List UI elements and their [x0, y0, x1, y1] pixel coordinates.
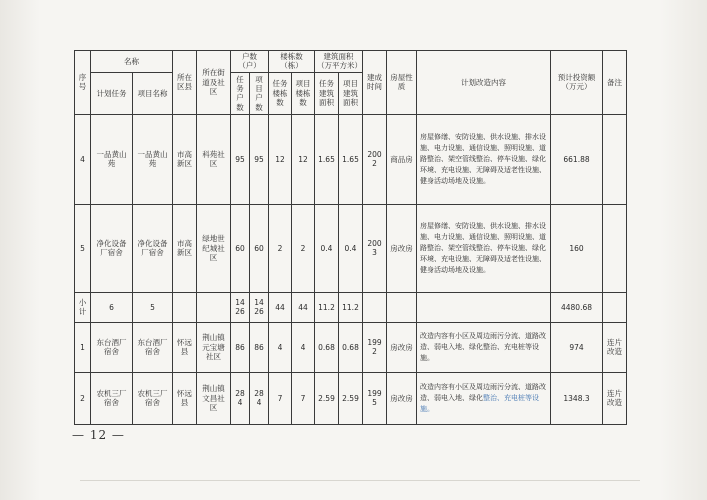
subtotal-project-area: 11.2 [339, 292, 363, 322]
header-project-name: 项目名称 [133, 72, 173, 114]
cell-task-households: 284 [231, 372, 250, 424]
header-task-area: 任务建筑面积 [315, 72, 339, 114]
cell-built-time: 1995 [363, 372, 387, 424]
subtotal-project-name: 5 [133, 292, 173, 322]
header-project-buildings: 项目楼栋数 [292, 72, 315, 114]
cell-investment: 661.88 [551, 114, 603, 204]
cell-project-households: 60 [250, 204, 269, 292]
cell-investment: 160 [551, 204, 603, 292]
cell-project-name: 一品黄山苑 [133, 114, 173, 204]
subtotal-label: 小计 [75, 292, 91, 322]
header-house-type: 房屋性质 [387, 51, 417, 115]
header-buildings-group: 楼栋数（栋） [269, 51, 315, 73]
header-built-time: 建成时间 [363, 51, 387, 115]
cell-content: 房屋修缮、安防设施、供水设施、排水设施、电力设施、通信设施、照明设施、道路整治、架空管线整治、停车设施、绿化环境、充电设施、无障碍及适老性设施、健身活动场地及设施。 [417, 204, 551, 292]
cell-task-area: 0.68 [315, 322, 339, 372]
cell-task-buildings: 7 [269, 372, 292, 424]
cell-remark: 连片改造 [603, 322, 627, 372]
cell-district: 怀远县 [173, 322, 197, 372]
cell-project-area: 2.59 [339, 372, 363, 424]
subtotal-empty [603, 292, 627, 322]
cell-street: 科苑社区 [197, 114, 231, 204]
header-name-group: 名称 [91, 51, 173, 73]
cell-project-name: 东台酒厂宿舍 [133, 322, 173, 372]
subtotal-task-area: 11.2 [315, 292, 339, 322]
cell-task-area: 0.4 [315, 204, 339, 292]
subtotal-task-households: 1426 [231, 292, 250, 322]
header-project-area: 项目建筑面积 [339, 72, 363, 114]
cell-street: 绿地世纪城社区 [197, 204, 231, 292]
page-bottom-rule [80, 480, 640, 481]
table-row [75, 322, 627, 372]
cell-project-name: 农机三厂宿舍 [133, 372, 173, 424]
page-number: — 12 — [72, 428, 125, 442]
cell-project-name: 净化设备厂宿舍 [133, 204, 173, 292]
cell-built-time: 1992 [363, 322, 387, 372]
table-row [75, 114, 627, 204]
content-text: 改造内容有小区及周边雨污分流、道路改造、弱电入地、绿化 [420, 382, 546, 402]
subtotal-project-households: 1426 [250, 292, 269, 322]
cell-seq: 2 [75, 372, 91, 424]
cell-remark [603, 204, 627, 292]
cell-task-buildings: 12 [269, 114, 292, 204]
header-street: 所在街道及社区 [197, 51, 231, 115]
cell-plan-task: 一品黄山苑 [91, 114, 133, 204]
cell-investment: 974 [551, 322, 603, 372]
cell-district: 怀远县 [173, 372, 197, 424]
cell-task-households: 60 [231, 204, 250, 292]
cell-investment: 1348.3 [551, 372, 603, 424]
header-area-group: 建筑面积（万平方米） [315, 51, 363, 73]
cell-task-area: 2.59 [315, 372, 339, 424]
cell-built-time: 2003 [363, 204, 387, 292]
cell-project-households: 86 [250, 322, 269, 372]
subtotal-empty [197, 292, 231, 322]
table-row [75, 204, 627, 292]
cell-project-buildings: 2 [292, 204, 315, 292]
header-task-buildings: 任务楼栋数 [269, 72, 292, 114]
cell-content: 改造内容有小区及周边雨污分流、道路改造、弱电入地、绿化整治、充电桩等设施。 [417, 322, 551, 372]
header-task-households: 任务户数 [231, 72, 250, 114]
header-investment: 预计投资额（万元） [551, 51, 603, 115]
subtotal-plan-task: 6 [91, 292, 133, 322]
header-seq: 序号 [75, 51, 91, 115]
subtotal-empty [387, 292, 417, 322]
header-households-group: 户数（户） [231, 51, 269, 73]
header-remark: 备注 [603, 51, 627, 115]
cell-seq: 1 [75, 322, 91, 372]
header-plan-task: 计划任务 [91, 72, 133, 114]
cell-house-type: 房改房 [387, 322, 417, 372]
cell-task-buildings: 4 [269, 322, 292, 372]
cell-plan-task: 农机三厂宿舍 [91, 372, 133, 424]
cell-house-type: 商品房 [387, 114, 417, 204]
cell-project-buildings: 7 [292, 372, 315, 424]
cell-plan-task: 东台酒厂宿舍 [91, 322, 133, 372]
cell-task-households: 95 [231, 114, 250, 204]
cell-house-type: 房改房 [387, 204, 417, 292]
cell-project-buildings: 4 [292, 322, 315, 372]
cell-project-households: 284 [250, 372, 269, 424]
cell-task-area: 1.65 [315, 114, 339, 204]
cell-project-households: 95 [250, 114, 269, 204]
cell-district: 市高新区 [173, 204, 197, 292]
cell-house-type: 房改房 [387, 372, 417, 424]
subtotal-investment: 4480.68 [551, 292, 603, 322]
table-row [75, 372, 627, 424]
cell-task-buildings: 2 [269, 204, 292, 292]
cell-seq: 4 [75, 114, 91, 204]
cell-district: 市高新区 [173, 114, 197, 204]
cell-remark: 连片改造 [603, 372, 627, 424]
cell-seq: 5 [75, 204, 91, 292]
subtotal-empty [363, 292, 387, 322]
cell-project-area: 0.68 [339, 322, 363, 372]
subtotal-project-buildings: 44 [292, 292, 315, 322]
cell-project-area: 0.4 [339, 204, 363, 292]
cell-plan-task: 净化设备厂宿舍 [91, 204, 133, 292]
subtotal-empty [417, 292, 551, 322]
subtotal-empty [173, 292, 197, 322]
cell-task-households: 86 [231, 322, 250, 372]
cell-remark [603, 114, 627, 204]
renovation-plan-table [74, 50, 627, 425]
header-project-households: 项目户数 [250, 72, 269, 114]
cell-street: 荆山镇元宝塘社区 [197, 322, 231, 372]
cell-content [417, 372, 551, 424]
content-highlight: 整治、充电桩等设施。 [420, 393, 539, 413]
cell-built-time: 2002 [363, 114, 387, 204]
header-district: 所在区县 [173, 51, 197, 115]
cell-content: 房屋修缮、安防设施、供水设施、排水设施、电力设施、通信设施、照明设施、道路整治、架空管线整治、停车设施、绿化环境、充电设施、无障碍及适老性设施、健身活动场地及设施。 [417, 114, 551, 204]
cell-project-area: 1.65 [339, 114, 363, 204]
header-content: 计划改造内容 [417, 51, 551, 115]
subtotal-task-buildings: 44 [269, 292, 292, 322]
cell-project-buildings: 12 [292, 114, 315, 204]
header-row-1 [75, 51, 627, 73]
cell-street: 荆山镇文昌社区 [197, 372, 231, 424]
subtotal-row [75, 292, 627, 322]
